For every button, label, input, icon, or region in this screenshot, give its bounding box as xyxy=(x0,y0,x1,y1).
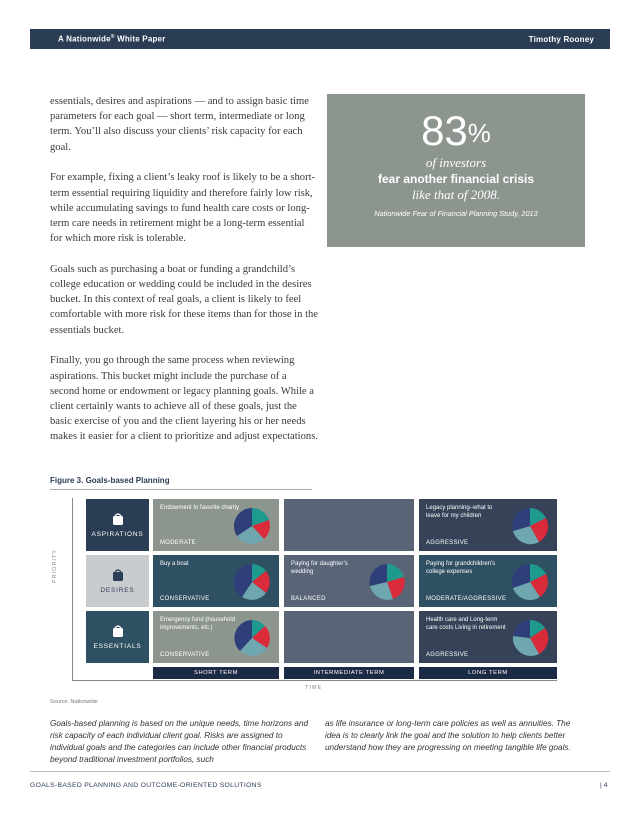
category-aspirations xyxy=(86,499,149,551)
paragraph: For example, fixing a client’s leaky roof is likely to be a short-term essential requiring liquidity and therefore fairly low risk, while accumulating savings to fund health care costs or long-term care needs in retirement might be a long-term essential for which more risk is tolerable. xyxy=(50,172,316,245)
allocation-pie xyxy=(511,507,549,545)
allocation-pie xyxy=(511,619,549,657)
caption-left: Goals-based planning is based on the unique needs, time horizons and risk capacity of each individual client goal. Risks are assigned to individual goals and the categories can include other financial products beyond traditional investment portfolios, such xyxy=(50,719,309,764)
risk-level: MODERATE xyxy=(160,540,196,546)
goal-description: Buy a boat xyxy=(160,561,189,567)
header-publication: A Nationwide® White Paper xyxy=(58,34,166,44)
header-author: Timothy Rooney xyxy=(528,34,594,44)
goal-description: Emergency fund (household improvements, etc.) xyxy=(160,617,236,631)
stat-line3: like that of 2008. xyxy=(411,187,501,202)
figure-divider xyxy=(50,489,312,490)
risk-level: BALANCED xyxy=(291,596,326,602)
stat-line1: of investors xyxy=(425,155,487,170)
footer-divider xyxy=(30,771,610,772)
paragraph: Goals such as purchasing a boat or funding a grandchild’s college education or wedding could be included in the desires bucket. In this context of real goals, a client is likely to feel comfortable with more risk for these items than for those in the essentials bucket. xyxy=(50,263,319,336)
stat-number: 83% xyxy=(421,107,491,154)
goal-description: Legacy planning–what to leave for my children xyxy=(426,505,493,519)
body-text xyxy=(50,94,318,460)
risk-level: MODERATE/AGGRESSIVE xyxy=(426,596,507,602)
goal-cell xyxy=(284,555,414,607)
goal-cell xyxy=(419,555,557,607)
x-axis-label: TIME xyxy=(305,685,323,691)
term-intermediate: INTERMEDIATE TERM xyxy=(284,667,414,679)
goal-cell-empty xyxy=(284,499,414,551)
term-short: SHORT TERM xyxy=(153,667,279,679)
goal-description: Endowment to favorite charity xyxy=(160,505,240,511)
figure-title: Figure 3. Goals-based Planning xyxy=(50,476,170,485)
risk-level: CONSERVATIVE xyxy=(160,596,210,602)
figure-source: Source: Nationwide xyxy=(50,699,98,705)
paragraph: Finally, you go through the same process when reviewing aspirations. This bucket might include the purchase of a second home or endowment or legacy planning goals. While a client certainly wants to achieve all of these goals, just the basic exercise of you and the client layering his or her needs makes it easier for a client to prioritize and adjust expectations. xyxy=(50,355,318,443)
goal-cell xyxy=(153,611,279,663)
goal-cell xyxy=(153,499,279,551)
risk-level: CONSERVATIVE xyxy=(160,652,210,658)
bucket-icon xyxy=(111,512,125,526)
allocation-pie xyxy=(233,563,271,601)
caption-right: as life insurance or long-term care policies as well as annuities. The idea is to clearly link the goal and the solution to help clients better understand how they are progressing on meeting tangible life goals. xyxy=(325,719,571,752)
x-axis xyxy=(72,680,557,681)
y-axis xyxy=(72,498,73,680)
y-axis-label: PRIORITY xyxy=(52,549,58,583)
category-label: DESIRES xyxy=(100,587,135,594)
bucket-icon xyxy=(111,568,125,582)
allocation-pie xyxy=(511,563,549,601)
risk-level: AGGRESSIVE xyxy=(426,540,469,546)
footer-title: GOALS-BASED PLANNING AND OUTCOME-ORIENTED SOLUTIONS xyxy=(30,782,262,789)
term-long: LONG TERM xyxy=(419,667,557,679)
goal-description: Paying for daughter’s wedding xyxy=(291,561,348,575)
goal-cell xyxy=(419,499,557,551)
goal-description: Health care and Long-term care costs Living in retirement xyxy=(426,617,506,631)
page-header xyxy=(30,29,610,49)
stat-source: Nationwide Fear of Financial Planning Study, 2013 xyxy=(374,209,538,218)
category-desires xyxy=(86,555,149,607)
risk-level: AGGRESSIVE xyxy=(426,652,469,658)
goal-cell xyxy=(419,611,557,663)
goal-cell xyxy=(153,555,279,607)
category-label: ESSENTIALS xyxy=(93,643,142,650)
stat-callout xyxy=(327,94,585,247)
allocation-pie xyxy=(233,619,271,657)
allocation-pie xyxy=(368,563,406,601)
category-label: ASPIRATIONS xyxy=(91,531,144,538)
allocation-pie xyxy=(233,507,271,545)
page-number: | 4 xyxy=(600,782,608,789)
stat-line2: fear another financial crisis xyxy=(377,172,535,186)
category-essentials xyxy=(86,611,149,663)
goal-cell-empty xyxy=(284,611,414,663)
goal-description: Paying for grandchildren’s college expenses xyxy=(426,561,496,575)
bucket-icon xyxy=(111,624,125,638)
paragraph: essentials, desires and aspirations — and to assign basic time parameters for each goal — short term, intermediate or long term. You’ll also discuss your clients’ risk capacity for each goal. xyxy=(50,96,309,153)
